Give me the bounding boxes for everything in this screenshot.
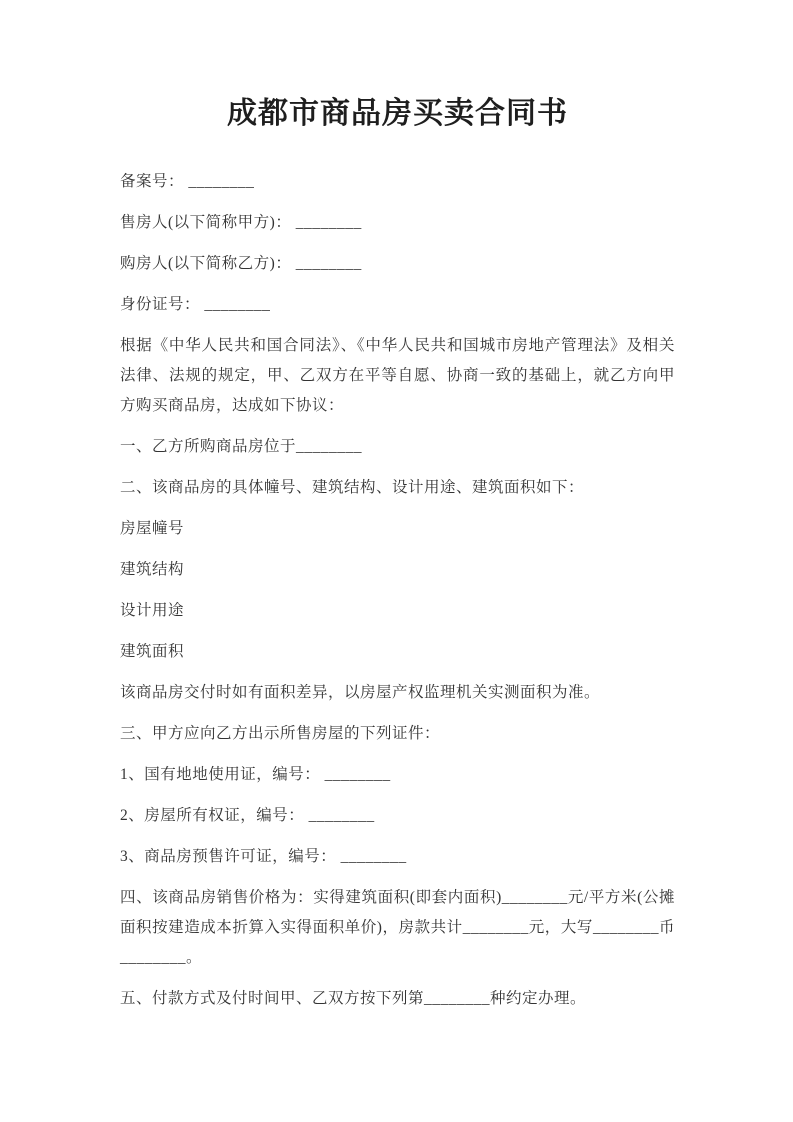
field-buyer: 购房人(以下简称乙方)： ________ bbox=[120, 255, 362, 272]
item-structure: 建筑结构 bbox=[120, 561, 185, 578]
item-floor-area: 建筑面积 bbox=[120, 643, 185, 660]
clause-2-intro-line: 二、该商品房的具体幢号、建筑结构、设计用途、建筑面积如下： bbox=[120, 479, 585, 496]
cert-ownership-line: 2、房屋所有权证，编号： ________ bbox=[120, 807, 375, 824]
clause-5-line: 五、付款方式及付时间甲、乙双方按下列第________种约定办理。 bbox=[120, 990, 587, 1007]
document-title: 成都市商品房买卖合同书 bbox=[227, 97, 568, 130]
field-id-number: 身份证号： ________ bbox=[120, 296, 271, 313]
cert-presale-permit-line: 3、商品房预售许可证，编号： ________ bbox=[120, 848, 407, 865]
cert-land-use-line: 1、国有地地使用证，编号： ________ bbox=[120, 766, 391, 783]
preamble-paragraph: 根据《中华人民共和国合同法》、《中华人民共和国城市房地产管理法》及相关法律、法规的规定，甲、乙双方在平等自愿、协商一致的基础上，就乙方向甲方购买商品房，达成如下协议： bbox=[120, 337, 675, 414]
field-record-number: 备案号： ________ bbox=[120, 173, 255, 190]
clause-4-paragraph: 四、该商品房销售价格为：实得建筑面积(即套内面积)________元/平方米(公摊面积按建造成本折算入实得面积单价)，房款共计________元，大写________币________。 bbox=[120, 889, 675, 966]
clause-1-line: 一、乙方所购商品房位于________ bbox=[120, 438, 363, 455]
item-building-number: 房屋幢号 bbox=[120, 520, 185, 537]
item-design-use: 设计用途 bbox=[120, 602, 185, 619]
clause-3-intro-line: 三、甲方应向乙方出示所售房屋的下列证件： bbox=[120, 725, 441, 742]
field-seller: 售房人(以下简称甲方)： ________ bbox=[120, 214, 362, 231]
area-difference-note: 该商品房交付时如有面积差异，以房屋产权监理机关实测面积为准。 bbox=[120, 684, 601, 701]
